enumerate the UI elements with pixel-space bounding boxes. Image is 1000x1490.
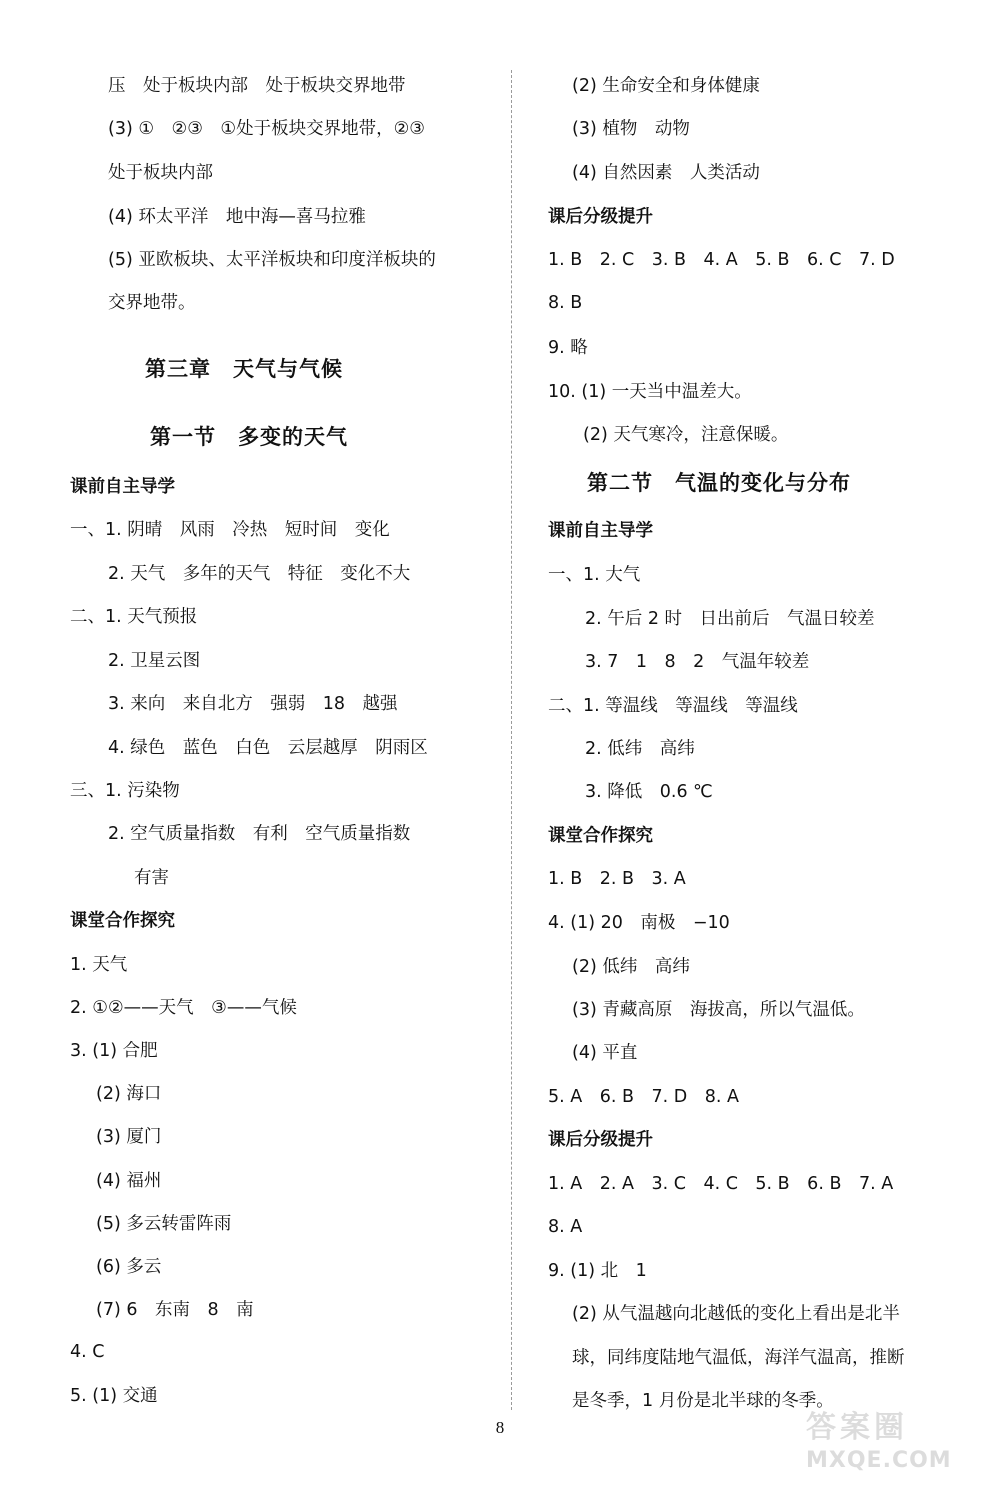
- section-heading: 课前自主导学: [70, 477, 175, 497]
- answer-line: 4. C: [70, 1342, 105, 1362]
- section-heading: 课后分级提升: [548, 1130, 653, 1150]
- answer-line: 有害: [134, 868, 169, 888]
- answer-line: 8. A: [548, 1217, 583, 1237]
- section-heading: 课堂合作探究: [548, 826, 653, 846]
- answer-line: (4) 自然因素 人类活动: [572, 163, 760, 183]
- answer-line: 1. A 2. A 3. C 4. C 5. B 6. B 7. A: [548, 1174, 894, 1194]
- answer-line: (3) 植物 动物: [572, 119, 690, 139]
- answer-line: 3. (1) 合肥: [70, 1041, 158, 1061]
- answer-line: 球，同纬度陆地气温低，海洋气温高，推断: [572, 1348, 905, 1368]
- answer-line: (2) 生命安全和身体健康: [572, 76, 760, 96]
- section-title: 第二节 气温的变化与分布: [587, 470, 851, 495]
- watermark-logo: [798, 1402, 978, 1480]
- answer-line: 2. 空气质量指数 有利 空气质量指数: [108, 824, 411, 844]
- answer-line: 2. 天气 多年的天气 特征 变化不大: [108, 564, 411, 584]
- answer-line: (5) 亚欧板块、太平洋板块和印度洋板块的: [108, 250, 436, 270]
- answer-line: 处于板块内部: [108, 163, 213, 183]
- answer-line: 3. 7 1 8 2 气温年较差: [585, 652, 810, 672]
- answer-line: (4) 福州: [96, 1171, 162, 1191]
- answer-line: (4) 环太平洋 地中海—喜马拉雅: [108, 207, 366, 227]
- answer-line: 2. 卫星云图: [108, 651, 201, 671]
- answer-line: 压 处于板块内部 处于板块交界地带: [108, 76, 406, 96]
- answer-line: (3) 厦门: [96, 1127, 162, 1147]
- answer-line: 3. 来向 来自北方 强弱 18 越强: [108, 694, 398, 714]
- watermark-text: 答案圈: [806, 1410, 908, 1445]
- answer-line: 一、1. 阴晴 风雨 冷热 短时间 变化: [70, 520, 390, 540]
- answer-line: 9. (1) 北 1: [548, 1261, 647, 1281]
- answer-line: 4. (1) 20 南极 −10: [548, 913, 730, 933]
- answer-line: 1. 天气: [70, 955, 128, 975]
- answer-line: (2) 低纬 高纬: [572, 957, 690, 977]
- answer-line: 3. 降低 0.6 ℃: [585, 782, 713, 802]
- answer-line: 是冬季，1 月份是北半球的冬季。: [572, 1391, 834, 1411]
- answer-line: 5. (1) 交通: [70, 1386, 158, 1406]
- answer-line: (6) 多云: [96, 1257, 162, 1277]
- answer-line: 二、1. 天气预报: [70, 607, 198, 627]
- answer-line: 4. 绿色 蓝色 白色 云层越厚 阴雨区: [108, 738, 428, 758]
- answer-line: (7) 6 东南 8 南: [96, 1300, 254, 1320]
- watermark-url: MXQE.COM: [806, 1448, 952, 1473]
- column-divider: [511, 70, 512, 1410]
- page-number: 8: [495, 1418, 505, 1437]
- chapter-title: 第三章 天气与气候: [145, 356, 343, 381]
- answer-line: 1. B 2. B 3. A: [548, 869, 686, 889]
- section-heading: 课堂合作探究: [70, 911, 175, 931]
- answer-line: 二、1. 等温线 等温线 等温线: [548, 696, 798, 716]
- answer-line: 1. B 2. C 3. B 4. A 5. B 6. C 7. D: [548, 250, 895, 270]
- section-heading: 课后分级提升: [548, 207, 653, 227]
- answer-line: 2. 低纬 高纬: [585, 739, 695, 759]
- answer-line: (2) 从气温越向北越低的变化上看出是北半: [572, 1304, 900, 1324]
- section-heading: 课前自主导学: [548, 521, 653, 541]
- answer-line: (5) 多云转雷阵雨: [96, 1214, 232, 1234]
- answer-line: (2) 天气寒冷，注意保暖。: [583, 425, 789, 445]
- answer-line: 10. (1) 一天当中温差大。: [548, 382, 752, 402]
- answer-line: (2) 海口: [96, 1084, 162, 1104]
- answer-line: 交界地带。: [108, 293, 196, 313]
- answer-line: 2. ①②——天气 ③——气候: [70, 998, 297, 1018]
- answer-line: 8. B: [548, 293, 583, 313]
- answer-line: 5. A 6. B 7. D 8. A: [548, 1087, 739, 1107]
- answer-line: (3) ① ②③ ①处于板块交界地带，②③: [108, 119, 425, 139]
- answer-line: 9. 略: [548, 338, 588, 358]
- answer-line: (4) 平直: [572, 1043, 638, 1063]
- answer-line: 一、1. 大气: [548, 565, 641, 585]
- section-title: 第一节 多变的天气: [150, 424, 348, 449]
- answer-line: 三、1. 污染物: [70, 781, 180, 801]
- answer-line: (3) 青藏高原 海拔高，所以气温低。: [572, 1000, 865, 1020]
- answer-line: 2. 午后 2 时 日出前后 气温日较差: [585, 609, 875, 629]
